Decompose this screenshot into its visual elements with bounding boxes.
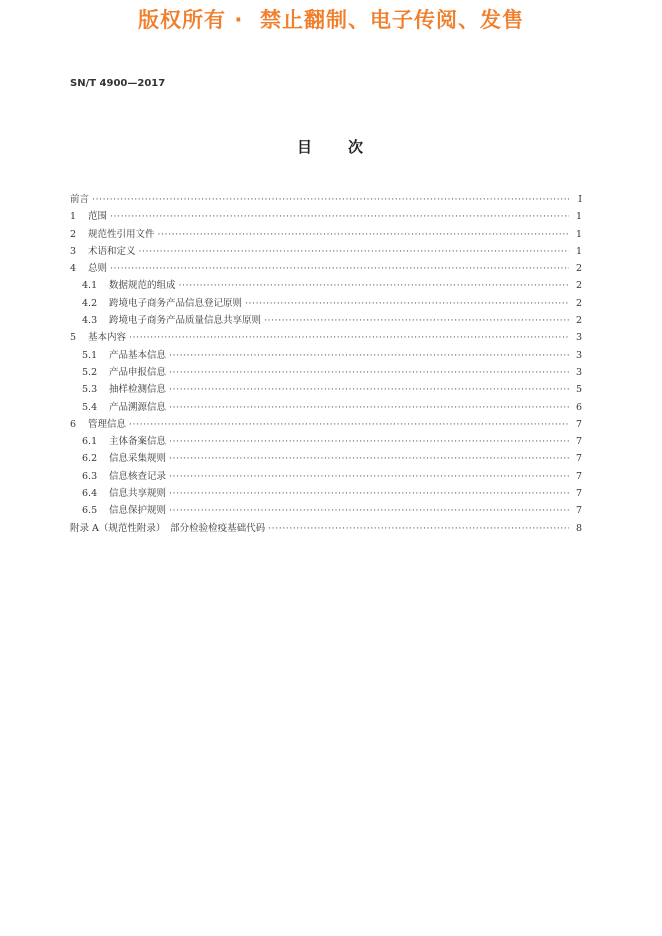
- toc-entry-page: 2: [575, 297, 582, 309]
- toc-entry-number: 2: [70, 228, 77, 240]
- toc-entry-label: 信息共享规则: [109, 488, 167, 500]
- toc-entry[interactable]: [70, 347, 582, 364]
- toc-entry[interactable]: [70, 468, 582, 485]
- toc-entry[interactable]: [70, 312, 582, 329]
- toc-entry-page: 1: [575, 228, 582, 240]
- toc-entry-label: 管理信息: [88, 418, 127, 430]
- toc-entry-page: 3: [575, 332, 582, 344]
- toc-entry-number: 6.2: [82, 453, 98, 465]
- toc-leader-dots: [169, 502, 569, 519]
- toc-entry-label: 规范性引用文件: [88, 228, 155, 240]
- toc-entry-number: 6: [70, 418, 77, 430]
- toc-leader-dots: [169, 485, 569, 502]
- toc-entry[interactable]: [70, 502, 582, 519]
- toc-entry-number: 4: [70, 263, 77, 275]
- toc-entry-label: 产品基本信息: [109, 349, 167, 361]
- toc-leader-dots: [169, 364, 569, 381]
- toc-entry-number: 4.3: [82, 315, 98, 327]
- table-of-contents: [70, 191, 582, 537]
- toc-entry-number: 6.3: [82, 470, 98, 482]
- toc-leader-dots: [169, 450, 569, 467]
- toc-entry-label: 前言: [70, 194, 90, 205]
- toc-leader-dots: [169, 433, 569, 450]
- toc-entry[interactable]: [70, 277, 582, 294]
- toc-entry-number: 5.4: [82, 401, 98, 413]
- toc-entry-number: 1: [70, 211, 77, 223]
- toc-entry-label: 附录 A（规范性附录） 部分检验检疫基础代码: [70, 522, 266, 534]
- toc-entry-number: 6.4: [82, 488, 98, 500]
- standard-number: SN/T 4900—2017: [70, 78, 166, 89]
- toc-entry-page: 7: [575, 470, 582, 482]
- toc-entry-page: 7: [575, 488, 582, 500]
- toc-entry-label: 信息保护规则: [109, 505, 167, 517]
- toc-leader-dots: [264, 312, 569, 329]
- toc-leader-dots: [110, 208, 569, 225]
- toc-leader-dots: [245, 295, 569, 312]
- toc-entry-label: 术语和定义: [88, 245, 136, 257]
- toc-entry-page: 7: [575, 418, 582, 430]
- toc-entry[interactable]: [70, 433, 582, 450]
- toc-entry-page: 5: [575, 384, 582, 396]
- toc-entry-page: 7: [575, 453, 582, 465]
- toc-entry-page: 1: [575, 245, 582, 257]
- toc-leader-dots: [129, 416, 569, 433]
- toc-entry-label: 跨境电子商务产品质量信息共享原则: [109, 315, 262, 327]
- toc-entry-page: 2: [575, 280, 582, 292]
- toc-entry-label: 范围: [88, 211, 108, 223]
- toc-entry-page: 1: [575, 211, 582, 223]
- toc-entry-label: 数据规范的组成: [109, 280, 176, 292]
- toc-entry[interactable]: [70, 520, 582, 537]
- toc-entry-label: 跨境电子商务产品信息登记原则: [109, 297, 243, 309]
- toc-entry-page: 7: [575, 505, 582, 517]
- toc-entry-page: 2: [575, 315, 582, 327]
- toc-entry[interactable]: [70, 364, 582, 381]
- toc-leader-dots: [169, 399, 569, 416]
- copyright-banner: 版权所有 · 禁止翻制、电子传阅、发售: [138, 8, 524, 32]
- toc-entry-number: 3: [70, 245, 77, 257]
- toc-entry-page: 3: [575, 349, 582, 361]
- toc-entry-label: 信息采集规则: [109, 453, 167, 465]
- toc-entry[interactable]: [70, 208, 582, 225]
- toc-entry-label: 产品申报信息: [109, 366, 167, 378]
- toc-entry[interactable]: [70, 295, 582, 312]
- toc-entry-label: 抽样检测信息: [109, 384, 167, 396]
- toc-entry[interactable]: [70, 329, 582, 346]
- toc-entry[interactable]: [70, 381, 582, 398]
- toc-entry-page: Ⅰ: [578, 194, 582, 205]
- toc-entry-page: 2: [575, 263, 582, 275]
- toc-entry-label: 基本内容: [88, 332, 127, 344]
- toc-entry-page: 7: [575, 436, 582, 448]
- toc-leader-dots: [268, 520, 569, 537]
- toc-entry[interactable]: [70, 243, 582, 260]
- toc-entry-number: 4.1: [82, 280, 98, 292]
- toc-leader-dots: [110, 260, 569, 277]
- toc-entry[interactable]: [70, 485, 582, 502]
- toc-leader-dots: [179, 277, 569, 294]
- toc-entry-label: 主体备案信息: [109, 436, 167, 448]
- toc-entry[interactable]: [70, 191, 582, 208]
- toc-leader-dots: [169, 381, 569, 398]
- toc-entry-label: 产品溯源信息: [109, 401, 167, 413]
- toc-entry-label: 信息核查记录: [109, 470, 167, 482]
- toc-entry[interactable]: [70, 260, 582, 277]
- toc-entry-number: 5.2: [82, 366, 98, 378]
- toc-entry-number: 6.1: [82, 436, 98, 448]
- toc-leader-dots: [129, 329, 569, 346]
- toc-entry-number: 5.1: [82, 349, 98, 361]
- toc-entry[interactable]: [70, 226, 582, 243]
- toc-entry-number: 5.3: [82, 384, 98, 396]
- toc-entry[interactable]: [70, 450, 582, 467]
- toc-leader-dots: [139, 243, 569, 260]
- toc-leader-dots: [169, 347, 569, 364]
- toc-entry[interactable]: [70, 399, 582, 416]
- toc-entry-number: 6.5: [82, 505, 98, 517]
- toc-entry-number: 5: [70, 332, 77, 344]
- toc-entry[interactable]: [70, 416, 582, 433]
- toc-title: 目 次: [296, 138, 365, 156]
- toc-leader-dots: [92, 191, 569, 208]
- toc-leader-dots: [169, 468, 569, 485]
- toc-leader-dots: [158, 226, 569, 243]
- toc-entry-page: 6: [575, 401, 582, 413]
- toc-entry-page: 3: [575, 366, 582, 378]
- toc-entry-number: 4.2: [82, 297, 98, 309]
- toc-entry-label: 总则: [88, 263, 108, 275]
- toc-entry-page: 8: [575, 522, 582, 534]
